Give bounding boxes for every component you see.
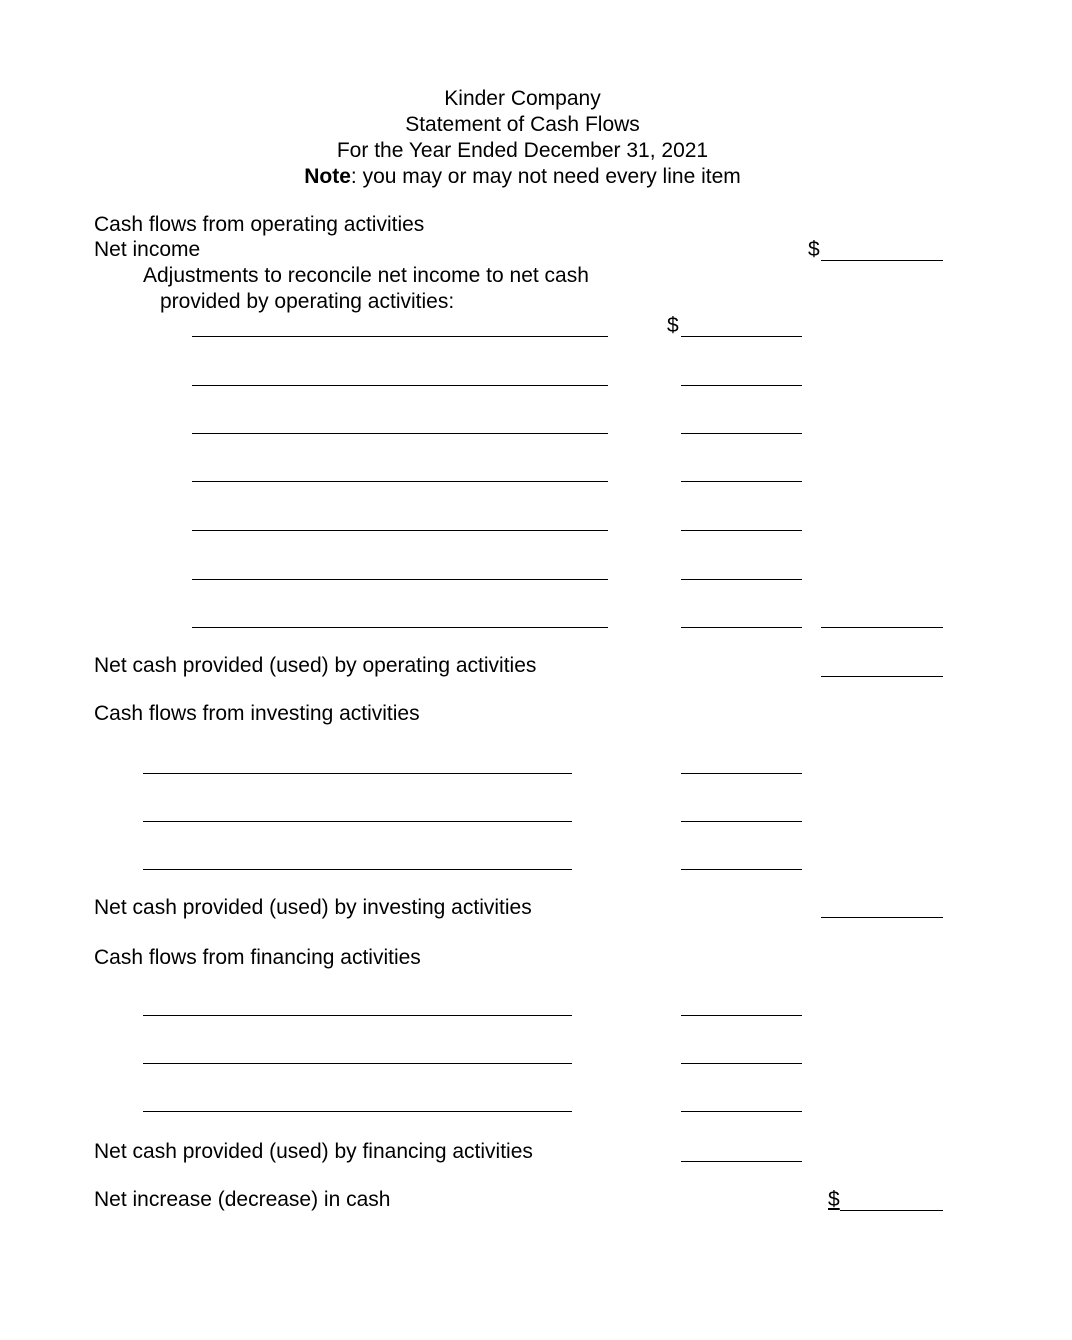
net-cash-operating-amount-line[interactable] bbox=[821, 676, 943, 677]
adjustment-amount-line-5[interactable] bbox=[681, 530, 802, 531]
adjustment-item-line-1[interactable] bbox=[192, 336, 608, 337]
financing-heading: Cash flows from financing activities bbox=[94, 946, 421, 969]
financing-amount-line-1[interactable] bbox=[681, 1015, 802, 1016]
statement-title: Statement of Cash Flows bbox=[405, 113, 640, 136]
financing-item-line-2[interactable] bbox=[143, 1063, 572, 1064]
adjustment-amount-line-6[interactable] bbox=[681, 579, 802, 580]
net-cash-investing-amount-line[interactable] bbox=[821, 917, 943, 918]
note-text: : you may or may not need every line item bbox=[350, 165, 741, 188]
statement-period: For the Year Ended December 31, 2021 bbox=[336, 139, 709, 162]
company-name: Kinder Company bbox=[444, 87, 601, 110]
investing-item-line-1[interactable] bbox=[143, 773, 572, 774]
adjustment-item-line-5[interactable] bbox=[192, 530, 608, 531]
adjustment-dollar-sign: $ bbox=[667, 314, 679, 337]
adjustment-item-line-3[interactable] bbox=[192, 433, 608, 434]
adjustment-amount-line-4[interactable] bbox=[681, 481, 802, 482]
statement-header bbox=[0, 86, 1045, 190]
note-line bbox=[0, 164, 1045, 190]
adjustment-amount-line-7[interactable] bbox=[681, 627, 802, 628]
adjustments-label-line2: provided by operating activities: bbox=[160, 290, 455, 313]
investing-item-line-2[interactable] bbox=[143, 821, 572, 822]
investing-item-line-3[interactable] bbox=[143, 869, 572, 870]
net-cash-operating-label: Net cash provided (used) by operating activities bbox=[94, 654, 537, 677]
net-income-amount-line[interactable] bbox=[821, 260, 943, 261]
financing-amount-line-2[interactable] bbox=[681, 1063, 802, 1064]
net-cash-financing-label: Net cash provided (used) by financing activities bbox=[94, 1140, 533, 1163]
adjustment-amount-line-3[interactable] bbox=[681, 433, 802, 434]
adjustment-amount-line-2[interactable] bbox=[681, 385, 802, 386]
net-change-amount-line[interactable] bbox=[840, 1210, 943, 1211]
net-cash-investing-label: Net cash provided (used) by investing activities bbox=[94, 896, 532, 919]
net-change-label: Net increase (decrease) in cash bbox=[94, 1188, 391, 1211]
net-change-dollar-sign: $ bbox=[828, 1188, 840, 1211]
operating-heading: Cash flows from operating activities bbox=[94, 213, 425, 236]
investing-heading: Cash flows from investing activities bbox=[94, 702, 420, 725]
adjustment-item-line-4[interactable] bbox=[192, 481, 608, 482]
adjustment-item-line-6[interactable] bbox=[192, 579, 608, 580]
investing-amount-line-3[interactable] bbox=[681, 869, 802, 870]
net-income-dollar-sign: $ bbox=[808, 238, 820, 261]
net-income-label: Net income bbox=[94, 238, 201, 261]
adjustment-amount-line-1[interactable] bbox=[681, 336, 802, 337]
net-cash-financing-amount-line[interactable] bbox=[681, 1161, 802, 1162]
financing-item-line-1[interactable] bbox=[143, 1015, 572, 1016]
financing-item-line-3[interactable] bbox=[143, 1111, 572, 1112]
adjustments-label-line1: Adjustments to reconcile net income to net cash bbox=[143, 264, 589, 287]
note-label: Note bbox=[304, 165, 351, 188]
adjustments-total-line[interactable] bbox=[821, 627, 943, 628]
investing-amount-line-1[interactable] bbox=[681, 773, 802, 774]
investing-amount-line-2[interactable] bbox=[681, 821, 802, 822]
adjustment-item-line-7[interactable] bbox=[192, 627, 608, 628]
adjustment-item-line-2[interactable] bbox=[192, 385, 608, 386]
financing-amount-line-3[interactable] bbox=[681, 1111, 802, 1112]
